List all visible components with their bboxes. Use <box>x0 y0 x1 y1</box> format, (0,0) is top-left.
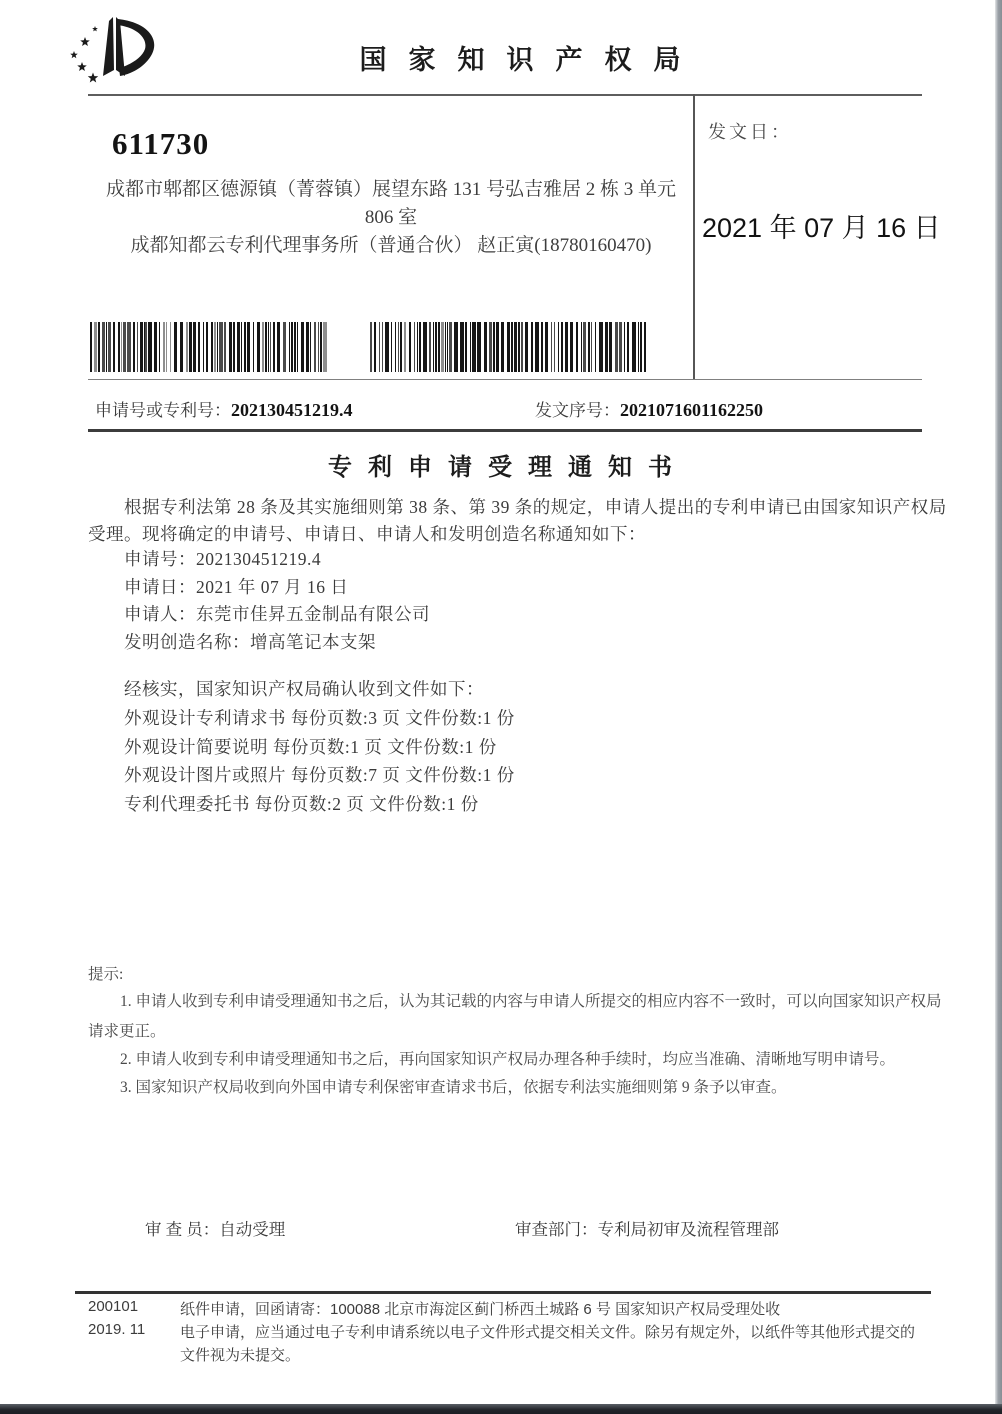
address-line-1: 成都市郫都区德源镇（菁蓉镇）展望东路 131 号弘吉雅居 2 栋 3 单元 <box>105 179 676 200</box>
header-rule <box>88 94 922 96</box>
serial-number-label: 发文序号： <box>535 401 620 420</box>
postal-code: 611730 <box>112 126 210 161</box>
issue-date-value: 2021 年 07 月 16 日 <box>702 213 941 243</box>
tip-1-line-1: 1. 申请人收到专利申请受理通知书之后，认为其记载的内容与申请人所提交的相应内容不一致时，可以向国家知识产权局 <box>120 993 942 1010</box>
notice-title: 专利申请受理通知书 <box>328 455 688 481</box>
application-number-label: 申请号或专利号： <box>95 401 231 420</box>
serial-number-row <box>535 396 763 421</box>
issue-date-label: 发文日： <box>708 122 792 142</box>
tip-2: 2. 申请人收到专利申请受理通知书之后，再向国家知识产权局办理各种手续时，均应当准确、清晰地写明申请号。 <box>120 1051 896 1068</box>
examiner-label: 审 查 员： <box>145 1220 220 1239</box>
footer-code-1: 200101 <box>88 1298 139 1315</box>
footer-rule <box>75 1291 931 1294</box>
footer-code-2: 2019. 11 <box>88 1321 146 1338</box>
application-number-value: 202130451219.4 <box>231 400 353 420</box>
footer-line-2: 电子申请，应当通过电子专利申请系统以电子文件形式提交相关文件。除另有规定外，以纸件等其他形式提交的 <box>180 1324 916 1341</box>
field-application-number: 申请号：202130451219.4 <box>124 549 322 569</box>
examiner-value: 自动受理 <box>219 1220 286 1239</box>
page-edge-shadow-right <box>995 0 1002 1414</box>
examiner-row <box>145 1216 285 1240</box>
serial-number-value: 2021071601162250 <box>620 400 764 420</box>
mail-address-block <box>86 176 696 260</box>
department-row <box>515 1216 779 1240</box>
department-label: 审查部门： <box>515 1220 598 1239</box>
section-rule-bottom <box>88 429 922 432</box>
section-rule-top <box>88 379 922 380</box>
document-item: 外观设计简要说明 每份页数:1 页 文件份数:1 份 <box>124 736 497 757</box>
application-number-row <box>95 396 353 421</box>
received-documents-list <box>124 705 515 819</box>
agency-title: 国家知识产权局 <box>359 45 703 75</box>
intro-line-2: 受理。现将确定的申请号、申请日、申请人和发明创造名称通知如下： <box>88 524 646 544</box>
footer-line-3: 文件视为未提交。 <box>180 1347 301 1364</box>
tip-1-line-2: 请求更正。 <box>88 1023 166 1040</box>
footer-line-1: 纸件申请，回函请寄：100088 北京市海淀区蓟门桥西土城路 6 号 国家知识产权局受理处收 <box>180 1301 781 1318</box>
application-fields <box>124 546 430 656</box>
intro-line-1: 根据专利法第 28 条及其实施细则第 38 条、第 39 条的规定，申请人提出的专利申请已由国家知识产权局 <box>124 497 947 517</box>
field-applicant: 申请人：东莞市佳昇五金制品有限公司 <box>124 604 430 624</box>
recipient-line: 成都知都云专利代理事务所（普通合伙） 赵正寅(18780160470) <box>130 235 652 256</box>
department-value: 专利局初审及流程管理部 <box>597 1220 779 1239</box>
document-item: 外观设计图片或照片 每份页数:7 页 文件份数:1 份 <box>124 765 515 785</box>
document-item: 专利代理委托书 每份页数:2 页 文件份数:1 份 <box>124 793 479 814</box>
page-edge-shadow-bottom <box>0 1404 1002 1414</box>
tip-3: 3. 国家知识产权局收到向外国申请专利保密审查请求书后，依据专利法实施细则第 9 条予以审查。 <box>120 1079 787 1096</box>
field-invention-title: 发明创造名称：增高笔记本支架 <box>124 631 376 652</box>
barcode-left <box>90 322 330 372</box>
document-item: 外观设计专利请求书 每份页数:3 页 文件份数:1 份 <box>124 708 515 728</box>
received-intro: 经核实，国家知识产权局确认收到文件如下： <box>124 679 484 699</box>
field-application-date: 申请日：2021 年 07 月 16 日 <box>124 576 349 597</box>
tips-heading: 提示: <box>88 966 124 983</box>
address-line-2: 806 室 <box>364 207 418 228</box>
barcode-right <box>370 322 652 372</box>
